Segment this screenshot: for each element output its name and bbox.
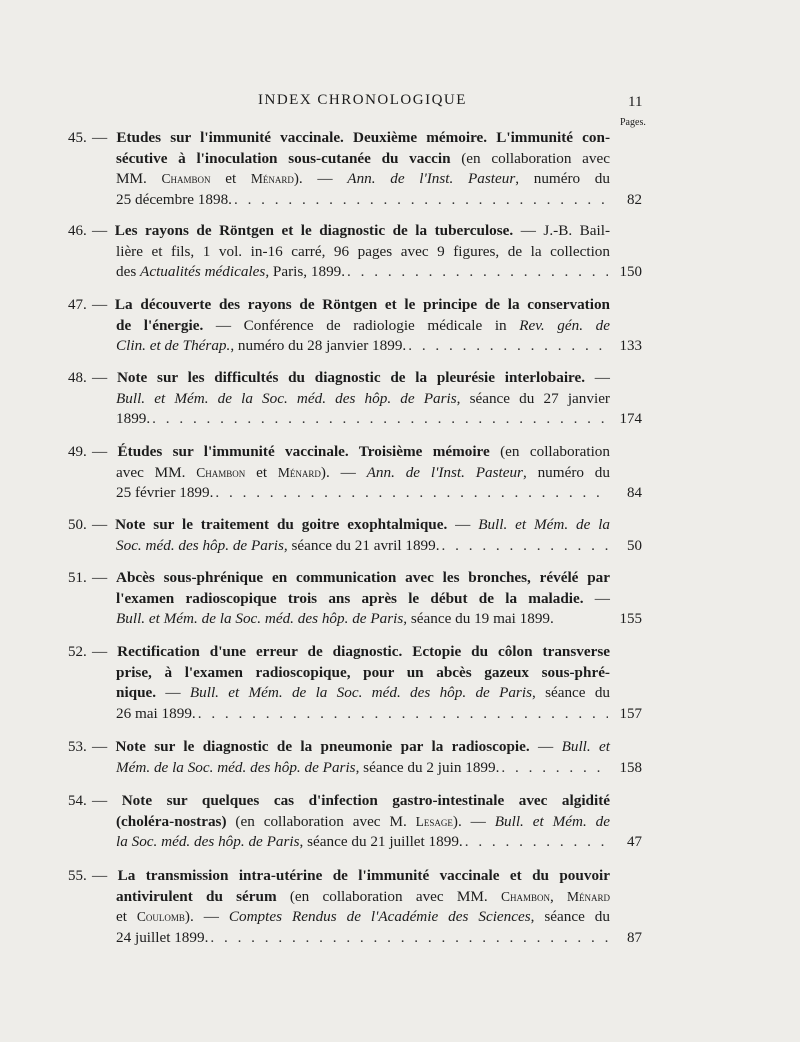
entry-line <box>116 389 610 410</box>
entry-text: — J.-B. Bail- <box>513 222 611 239</box>
entry-text: — <box>585 369 610 386</box>
dot-leader <box>234 190 608 211</box>
entry-last-text <box>116 758 499 779</box>
entry-text: des <box>116 263 141 281</box>
entry-line <box>116 887 610 908</box>
journal-ref: Rev. gén. de <box>519 316 610 334</box>
entry-line <box>92 866 610 887</box>
entry-text: , séance du <box>531 684 611 702</box>
journal-ref: Bull. et Mém. de la <box>478 516 611 533</box>
dot-leader <box>215 483 608 504</box>
author-name: Lesage <box>415 813 453 829</box>
entry-title-text: Abcès sous-phrénique en communication avec les bronches, révélé par <box>115 569 610 586</box>
running-header <box>0 92 800 112</box>
entry-last-line <box>116 928 610 949</box>
pages-column-label: Pages. <box>620 117 646 128</box>
dot-leader <box>198 704 608 725</box>
entry-text: , séance du 2 juin 1899. <box>355 758 500 776</box>
entry-number: 47. <box>68 297 87 313</box>
journal-ref: Clin. et de Thérap. <box>116 337 231 355</box>
entry-number: 52. <box>68 644 87 660</box>
author-name: Ménard <box>566 888 610 904</box>
entry-last-text: 25 février 1899. <box>116 484 214 502</box>
entry-page-number: 133 <box>619 338 642 355</box>
entry-last-line <box>116 536 610 557</box>
entry-text: — <box>92 516 116 533</box>
entry-text: — <box>529 738 562 755</box>
journal-ref: Ann. de l'Inst. Pasteur <box>366 463 523 481</box>
entry-last-text <box>116 832 463 853</box>
author-name: Chambon <box>196 464 246 480</box>
entry-last-line <box>116 190 610 211</box>
entry-last-line <box>116 262 610 283</box>
entry-title-text: Note sur les difficultés du diagnostic de la pleurésie interlobaire. <box>116 369 586 386</box>
entry-text: — <box>92 569 116 586</box>
entry-page-number: 174 <box>619 411 642 428</box>
entry-last-line <box>116 609 610 630</box>
entry-text: (en collaboration avec MM. <box>276 887 501 905</box>
journal-ref: Bull. et Mém. de la Soc. méd. des hôp. de Paris <box>116 610 404 628</box>
entry-text: — <box>156 684 190 702</box>
entry-page-number: 82 <box>627 191 642 208</box>
entry-line <box>92 737 610 758</box>
entry-text: lière et fils, 1 vol. in-16 carré, 96 pages avec 9 figures, de la collection <box>116 242 610 260</box>
journal-ref: la Soc. méd. des hôp. de Paris <box>116 833 300 851</box>
dot-leader <box>347 262 608 283</box>
entry-number: 54. <box>68 793 87 809</box>
entry-line <box>92 368 610 389</box>
entry-title-text: de l'énergie. <box>116 316 204 334</box>
header-title: INDEX CHRONOLOGIQUE <box>258 92 467 108</box>
entry-text: et <box>116 908 137 926</box>
entry-text: avec MM. <box>116 463 197 481</box>
entry-line <box>116 316 610 337</box>
entry-text: ). — <box>320 463 367 481</box>
entry-title-text: Note sur le traitement du goitre exophtalmique. <box>115 516 448 533</box>
entry-line <box>116 463 610 484</box>
entry-line <box>92 642 610 663</box>
entry-title-text: nique. <box>116 684 157 702</box>
entry-page-number: 150 <box>619 264 642 281</box>
entry-text: — Conférence de radiologie médicale in <box>203 316 520 334</box>
entry-title-text: Rectification d'une erreur de diagnostic. Ectopie du côlon transverse <box>117 643 610 660</box>
entry-number: 49. <box>68 444 87 460</box>
entry-text: et <box>245 463 278 481</box>
entry-last-text <box>116 262 345 283</box>
entry-title-text: Note sur quelques cas d'infection gastro-intestinale avec algidité <box>121 792 611 809</box>
entry-title-text: antivirulent du sérum <box>116 887 277 905</box>
journal-ref: Bull. et Mém. de la Soc. méd. des hôp. de Paris <box>116 389 457 407</box>
journal-ref: Ann. de l'Inst. Pasteur <box>347 170 516 188</box>
journal-ref: Soc. méd. des hôp. de Paris <box>116 536 284 554</box>
author-name: Coulomb <box>136 909 185 925</box>
entry-title-text: La découverte des rayons de Röntgen et le principe de la conservation <box>114 296 610 313</box>
entry-title-text: La transmission intra-utérine de l'immunité vaccinale et du pouvoir <box>117 867 610 884</box>
entry-page-number: 155 <box>619 611 642 628</box>
entry-text: , séance du 21 juillet 1899. <box>299 833 463 851</box>
entry-text: , séance du 21 avril 1899. <box>283 536 440 554</box>
entry-number: 55. <box>68 868 87 884</box>
entry-last-line <box>116 832 610 853</box>
entry-last-line <box>116 758 610 779</box>
entry-page-number: 87 <box>627 929 642 946</box>
entry-text: (en collaboration avec <box>450 149 610 167</box>
header-page-number: 11 <box>628 94 643 110</box>
journal-ref: Bull. et Mém. de la Soc. méd. des hôp. de Paris <box>189 684 532 702</box>
entry-text: , numéro du <box>522 463 610 481</box>
entry-text: , numéro du 28 janvier 1899. <box>230 337 407 355</box>
journal-ref: Comptes Rendus de l'Académie des Sciences <box>228 908 531 926</box>
entry-text: — <box>92 738 116 755</box>
entry-line <box>92 442 610 463</box>
entry-text: — <box>92 443 118 460</box>
entry-text: , séance du <box>530 908 610 926</box>
entry-text: — <box>92 296 115 313</box>
entry-text: (en collaboration <box>489 443 610 460</box>
entry-number: 50. <box>68 517 87 533</box>
entry-number: 48. <box>68 370 87 386</box>
entry-line <box>92 568 610 589</box>
dot-leader <box>442 536 608 557</box>
entry-line <box>92 221 610 242</box>
entry-text: — <box>583 589 610 607</box>
entry-title-text: Les rayons de Röntgen et le diagnostic de la tuberculose. <box>114 222 514 239</box>
entry-line <box>116 169 610 190</box>
entry-text: — <box>447 516 479 533</box>
entry-number: 51. <box>68 570 87 586</box>
entry-text: — <box>92 222 115 239</box>
entry-text: — <box>92 867 118 884</box>
entry-text: , séance du 27 janvier <box>456 389 610 407</box>
journal-ref: Bull. et <box>561 738 610 755</box>
entry-number: 45. <box>68 130 87 146</box>
author-name: Ménard <box>277 464 321 480</box>
entry-text: ). — <box>452 812 495 830</box>
dot-leader <box>408 336 608 357</box>
author-name: Chambon <box>161 171 211 187</box>
entry-last-line <box>116 704 610 725</box>
dot-leader <box>465 832 608 853</box>
entry-text: ). — <box>184 908 229 926</box>
journal-ref: Bull. et Mém. de <box>494 812 611 830</box>
entry-page-number: 157 <box>619 705 642 722</box>
entry-last-text: 26 mai 1899. <box>116 704 196 722</box>
journal-ref: Mém. de la Soc. méd. des hôp. de Paris <box>116 758 356 776</box>
entry-text: , Paris, 1899. <box>265 263 346 281</box>
entry-line <box>92 295 610 316</box>
journal-ref: Actualités médicales <box>140 263 266 281</box>
entry-title-text: Études sur l'immunité vaccinale. Troisième mémoire <box>117 443 490 460</box>
entry-title-text: (choléra-nostras) <box>116 812 227 830</box>
entry-title-text: sécutive à l'inoculation sous-cutanée du vaccin <box>116 149 451 167</box>
entry-number: 46. <box>68 223 87 239</box>
entry-text: , numéro du <box>515 170 610 188</box>
author-name: Ménard <box>250 171 294 187</box>
dot-leader <box>210 928 608 949</box>
entry-last-text <box>116 536 440 557</box>
entry-title-text: l'examen radioscopique trois ans après le début de la maladie. <box>116 589 584 607</box>
dot-leader <box>152 409 608 430</box>
entry-page-number: 158 <box>619 759 642 776</box>
entry-number: 53. <box>68 739 87 755</box>
entry-line <box>92 791 610 812</box>
entry-page-number: 84 <box>627 485 642 502</box>
entry-last-text: 1899. <box>116 410 151 428</box>
entry-last-line <box>116 336 610 357</box>
entry-page-number: 47 <box>627 834 642 851</box>
entry-title-text: Etudes sur l'immunité vaccinale. Deuxième mémoire. L'immunité con- <box>116 129 610 146</box>
entry-last-text: 25 décembre 1898. <box>116 190 232 208</box>
entry-text: — <box>92 369 117 386</box>
entry-last-text: 24 juillet 1899. <box>116 928 209 946</box>
author-name: Chambon <box>500 888 550 904</box>
dot-leader <box>501 758 608 779</box>
entry-text: — <box>92 643 118 660</box>
entry-line <box>116 149 610 170</box>
entry-line <box>92 128 610 149</box>
entry-last-text <box>116 609 554 630</box>
entry-last-text <box>116 336 406 357</box>
entry-line <box>116 812 610 833</box>
entry-last-line <box>116 483 610 504</box>
entry-line <box>92 515 610 536</box>
entry-text: et <box>210 170 251 188</box>
entry-line <box>116 907 610 928</box>
entry-last-line <box>116 409 610 430</box>
entry-line <box>116 242 610 263</box>
entry-text: MM. <box>116 170 162 188</box>
entry-text: ). — <box>293 170 348 188</box>
entry-text: (en collaboration avec M. <box>226 812 416 830</box>
entry-title-text: prise, à l'examen radioscopique, pour un abcès gazeux sous-phré- <box>116 663 610 681</box>
entry-text: , <box>549 887 567 905</box>
entry-line <box>116 663 610 684</box>
entry-text: — <box>92 129 117 146</box>
entry-line <box>116 683 610 704</box>
entry-page-number: 50 <box>627 537 642 554</box>
entry-title-text: Note sur le diagnostic de la pneumonie par la radioscopie. <box>115 738 530 755</box>
entry-line <box>116 589 610 610</box>
entry-text: — <box>92 792 122 809</box>
entry-text: , séance du 19 mai 1899. <box>403 610 554 628</box>
